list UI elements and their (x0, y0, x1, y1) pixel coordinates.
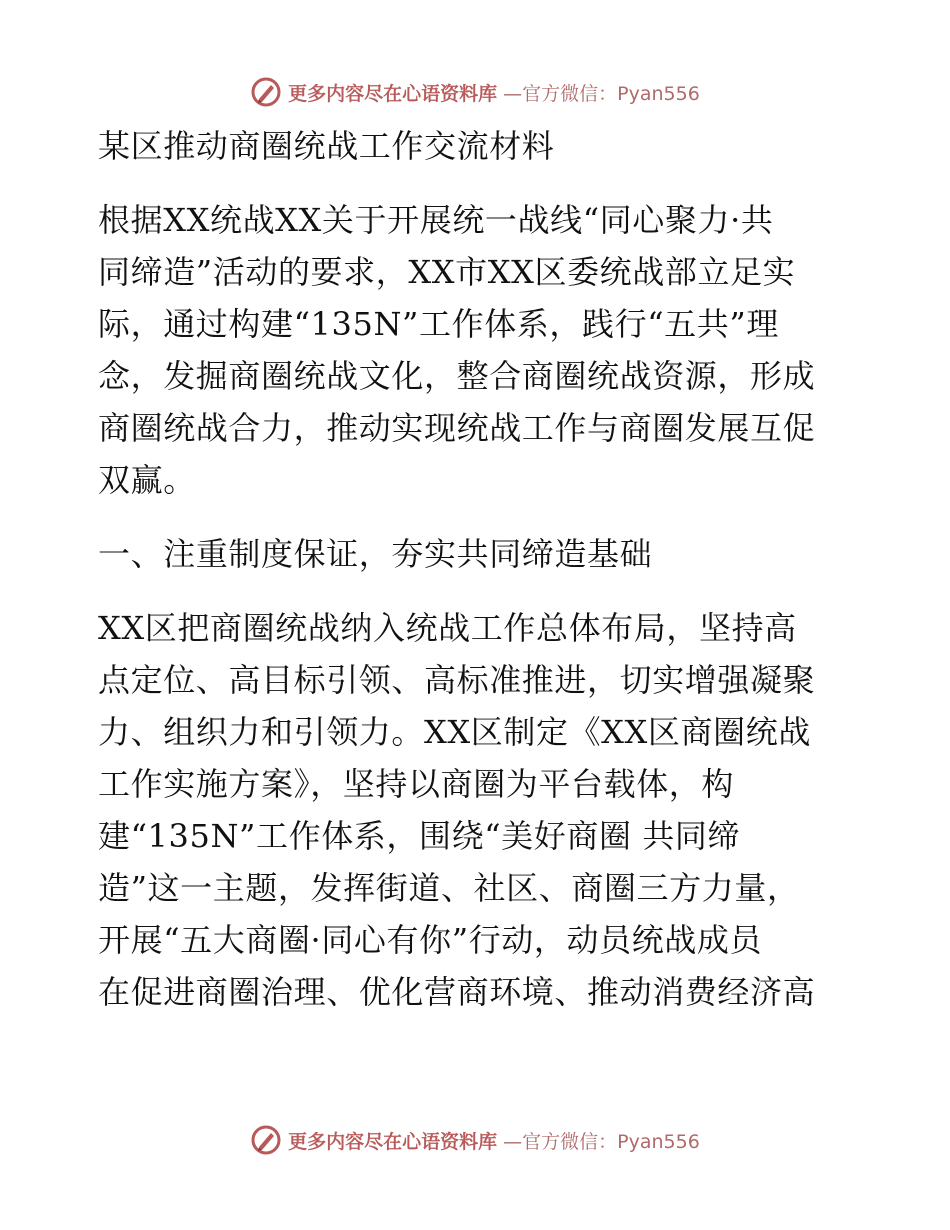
banner-main-text: 更多内容尽在心语资料库 (288, 1130, 498, 1153)
paragraph-line: 同缔造”活动的要求，XX市XX区委统战部立足实 (98, 253, 796, 291)
paragraph-line: 造”这一主题，发挥街道、社区、商圈三方力量， (98, 869, 800, 907)
paragraph-line: 根据XX统战XX关于开展统一战线“同心聚力·共 (98, 201, 774, 239)
paragraph-line: 商圈统战合力，推动实现统战工作与商圈发展互促 (98, 409, 816, 447)
pen-logo-icon (250, 1124, 282, 1156)
paragraph-line: 念，发掘商圈统战文化，整合商圈统战资源，形成 (98, 357, 816, 395)
paragraph-line: 建“135N”工作体系，围绕“美好商圈 共同缔 (98, 817, 741, 855)
banner-contact-text: —官方微信：Pyan556 (503, 1130, 700, 1153)
pen-logo-icon (250, 76, 282, 108)
paragraph-line: 际，通过构建“135N”工作体系，践行“五共”理 (98, 305, 779, 343)
paragraph-line: 在促进商圈治理、优化营商环境、推动消费经济高 (98, 973, 816, 1011)
paragraph-line: 点定位、高目标引领、高标准推进，切实增强凝聚 (98, 661, 816, 699)
paragraph-1 (98, 194, 858, 506)
paragraph-2 (98, 602, 858, 1018)
banner-contact-text: —官方微信：Pyan556 (503, 82, 700, 105)
header-watermark-banner (0, 72, 950, 112)
document-title: 某区推动商圈统战工作交流材料 (98, 127, 555, 165)
document-body (98, 120, 858, 1018)
paragraph-line: 力、组织力和引领力。XX区制定《XX区商圈统战 (98, 713, 811, 751)
paragraph-line: 开展“五大商圈·同心有你”行动，动员统战成员 (98, 921, 763, 959)
paragraph-line: 工作实施方案》，坚持以商圈为平台载体，构 (98, 765, 735, 803)
footer-watermark-banner (0, 1120, 950, 1160)
banner-main-text: 更多内容尽在心语资料库 (288, 82, 498, 105)
paragraph-line: 双赢。 (98, 461, 196, 499)
paragraph-line: XX区把商圈统战纳入统战工作总体布局，坚持高 (98, 609, 797, 647)
section-heading-1: 一、注重制度保证，夯实共同缔造基础 (98, 535, 653, 573)
